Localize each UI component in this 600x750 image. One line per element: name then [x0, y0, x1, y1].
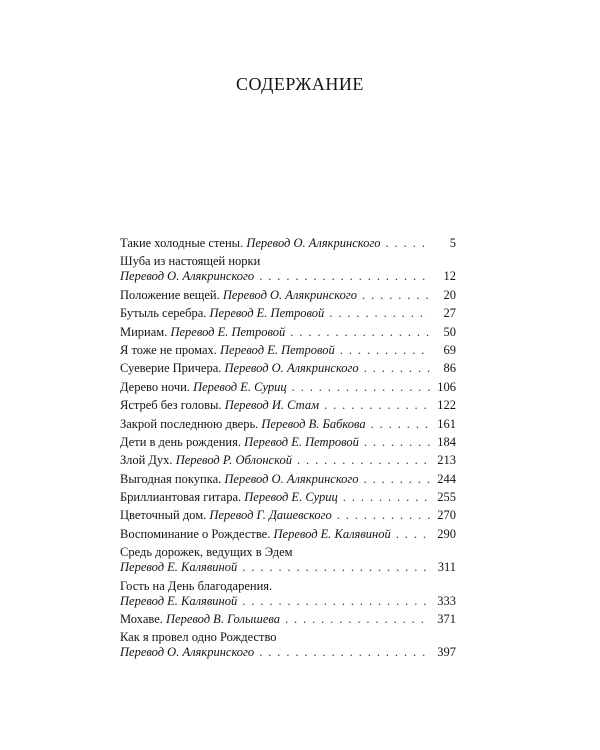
toc-entry — [120, 630, 456, 660]
dot-leader — [285, 612, 430, 627]
page-number: 290 — [437, 526, 456, 541]
page-title: СОДЕРЖАНИЕ — [236, 74, 364, 94]
toc-entry-line — [120, 306, 456, 321]
toc-entry-line — [120, 527, 456, 542]
page-number: 106 — [437, 379, 456, 394]
toc-entry-text — [120, 490, 338, 505]
translator-credit: Перевод Е. Петровой — [244, 434, 359, 449]
toc-entry-line — [120, 594, 456, 609]
page-number: 20 — [443, 287, 456, 302]
page-number: 12 — [443, 269, 456, 284]
toc-entry-text — [120, 435, 359, 450]
toc-entry-line — [120, 472, 456, 487]
toc-entry-title-line — [120, 630, 456, 645]
translator-credit: Перевод О. Алякринского — [224, 361, 359, 376]
story-title: Средь дорожек, ведущих в Эдем — [120, 545, 293, 560]
toc-entry — [120, 236, 456, 251]
translator-credit: Перевод Р. Облонской — [175, 453, 292, 468]
translator-credit: Перевод Е. Петровой — [220, 342, 335, 357]
translator-credit: Перевод О. Алякринского — [120, 645, 255, 660]
toc-entry-text — [120, 361, 359, 376]
page-number: 86 — [443, 361, 456, 376]
page-number: 69 — [443, 342, 456, 357]
page-number: 270 — [437, 508, 456, 523]
page-number: 255 — [437, 490, 456, 505]
toc-entry — [120, 579, 456, 609]
toc-entry-line — [120, 236, 456, 251]
story-title: Ястреб без головы. — [120, 398, 222, 413]
story-title: Шуба из настоящей норки — [120, 254, 261, 269]
translator-credit: Перевод Е. Суриц — [244, 490, 338, 505]
toc-entry — [120, 453, 456, 468]
toc-entry-line — [120, 490, 456, 505]
toc-entry-title-line — [120, 579, 456, 594]
toc-entry-text — [120, 306, 324, 321]
toc-entry-line — [120, 398, 456, 413]
table-of-contents — [120, 236, 456, 664]
toc-entry — [120, 435, 456, 450]
translator-credit: Перевод Е. Петровой — [209, 306, 325, 321]
translator-credit: Перевод Е. Калявиной — [120, 560, 238, 575]
toc-entry-text — [120, 380, 287, 395]
dot-leader — [329, 306, 430, 321]
dot-leader — [292, 380, 430, 395]
toc-entry-text — [120, 236, 381, 251]
page-number: 333 — [437, 593, 456, 608]
toc-entry-line — [120, 343, 456, 358]
toc-entry-text — [120, 527, 391, 542]
toc-entry-line — [120, 380, 456, 395]
story-title: Гость на День благодарения. — [120, 578, 273, 593]
toc-entry-line — [120, 612, 456, 627]
dot-leader — [386, 236, 431, 251]
dot-leader — [242, 594, 430, 609]
toc-entry — [120, 417, 456, 432]
dot-leader — [340, 343, 430, 358]
story-title: Воспоминание о Рождестве. — [120, 526, 271, 541]
toc-entry — [120, 306, 456, 321]
story-title: Бриллиантовая гитара. — [120, 490, 242, 505]
toc-entry-text — [120, 453, 292, 468]
dot-leader — [396, 527, 430, 542]
story-title: Положение вещей. — [120, 287, 220, 302]
page-number: 122 — [437, 398, 456, 413]
translator-credit: Перевод О. Алякринского — [224, 471, 359, 486]
toc-entry-text — [120, 398, 319, 413]
translator-credit: Перевод И. Стам — [224, 398, 320, 413]
story-title: Суеверие Причера. — [120, 361, 222, 376]
dot-leader — [324, 398, 430, 413]
toc-entry-line — [120, 453, 456, 468]
page-number: 50 — [443, 324, 456, 339]
dot-leader — [364, 472, 430, 487]
toc-entry-line — [120, 508, 456, 523]
story-title: Закрой последнюю дверь. — [120, 416, 259, 431]
toc-entry — [120, 527, 456, 542]
page-number: 311 — [437, 560, 456, 575]
story-title: Мохаве. — [120, 612, 163, 627]
page-number: 27 — [443, 306, 456, 321]
toc-entry-line — [120, 288, 456, 303]
page-number: 161 — [437, 416, 456, 431]
story-title: Как я провел одно Рождество — [120, 630, 277, 645]
translator-credit: Перевод О. Алякринского — [222, 287, 358, 302]
toc-entry-title-line — [120, 545, 456, 560]
dot-leader — [343, 490, 430, 505]
translator-credit: Перевод О. Алякринского — [246, 236, 381, 250]
story-title: Злой Дух. — [120, 453, 173, 468]
toc-entry-line — [120, 645, 456, 660]
toc-entry — [120, 398, 456, 413]
translator-credit: Перевод Е. Калявиной — [120, 593, 238, 608]
toc-entry-title-line — [120, 254, 456, 269]
page-number: 184 — [437, 434, 456, 449]
toc-entry-text — [120, 325, 285, 340]
page-number: 371 — [437, 612, 456, 627]
toc-entry-line — [120, 417, 456, 432]
translator-credit: Перевод Е. Калявиной — [273, 526, 391, 541]
translator-credit: Перевод О. Алякринского — [120, 269, 255, 284]
story-title: Дети в день рождения. — [120, 434, 241, 449]
toc-entry-text — [120, 343, 335, 358]
toc-entry — [120, 380, 456, 395]
dot-leader — [297, 453, 430, 468]
toc-entry — [120, 288, 456, 303]
toc-entry-line — [120, 269, 456, 284]
story-title: Мириам. — [120, 324, 168, 339]
toc-entry-text — [120, 472, 359, 487]
toc-entry-text — [120, 612, 280, 627]
dot-leader — [337, 508, 430, 523]
story-title: Выгодная покупка. — [120, 471, 222, 486]
toc-entry-text — [120, 417, 366, 432]
dot-leader — [364, 361, 430, 376]
translator-credit: Перевод Е. Суриц — [193, 379, 287, 394]
toc-entry-line — [120, 325, 456, 340]
dot-leader — [371, 417, 430, 432]
dot-leader — [364, 435, 430, 450]
story-title: Цветочный дом. — [120, 508, 207, 523]
dot-leader — [259, 645, 430, 660]
toc-entry — [120, 361, 456, 376]
story-title: Я тоже не промах. — [120, 342, 217, 357]
dot-leader — [362, 288, 430, 303]
toc-entry-line — [120, 361, 456, 376]
translator-credit: Перевод В. Голышева — [166, 612, 280, 627]
toc-entry-line — [120, 560, 456, 575]
dot-leader — [259, 269, 430, 284]
toc-entry-text — [120, 288, 357, 303]
story-title: Дерево ночи. — [120, 379, 190, 394]
toc-entry — [120, 508, 456, 523]
toc-entry — [120, 343, 456, 358]
toc-entry — [120, 472, 456, 487]
toc-entry — [120, 490, 456, 505]
translator-credit: Перевод Г. Дашевского — [209, 508, 332, 523]
toc-entry — [120, 254, 456, 284]
translator-credit: Перевод Е. Петровой — [170, 324, 286, 339]
story-title: Бутыль серебра. — [120, 306, 207, 321]
page-number: 397 — [437, 645, 456, 660]
page-number: 213 — [437, 453, 456, 468]
toc-entry — [120, 325, 456, 340]
toc-entry-text — [120, 508, 332, 523]
toc-entry — [120, 612, 456, 627]
page-number: 244 — [437, 471, 456, 486]
dot-leader — [242, 560, 430, 575]
translator-credit: Перевод В. Бабкова — [261, 416, 366, 431]
dot-leader — [290, 325, 430, 340]
toc-entry-line — [120, 435, 456, 450]
story-title: Такие холодные стены. — [120, 236, 244, 250]
toc-entry — [120, 545, 456, 575]
page-number: 5 — [449, 236, 456, 250]
